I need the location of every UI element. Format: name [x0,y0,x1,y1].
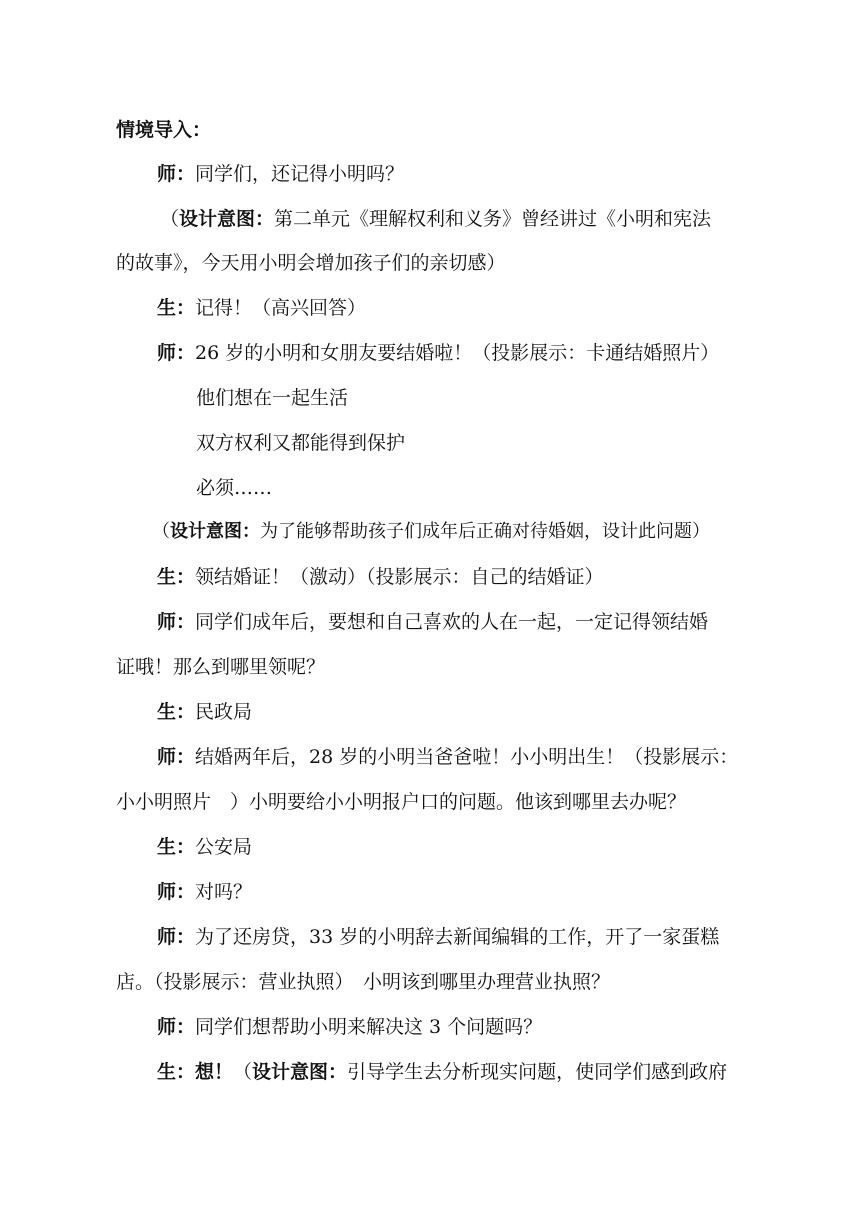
line-text: 26 岁的小明和女朋友要结婚啦！（投影展示：卡通结婚照片） [195,342,720,364]
dialogue-line [0,1013,860,1041]
dialogue-line [0,160,860,188]
speaker-label: 生： [157,1061,196,1083]
speaker-label: 师： [157,1016,196,1038]
indented-line [0,384,860,412]
line-text: 他们想在一起生活 [196,387,349,409]
line-text: 双方权利又都能得到保护 [196,432,406,454]
line-text: 民政局 [195,701,253,723]
speaker-label: 生： [157,701,196,723]
design-intent-line [0,518,860,546]
line-text: 公安局 [195,836,253,858]
line-text: 引导学生去分析现实问题，使同学们感到政府 [347,1061,728,1083]
dialogue-line [0,743,860,771]
dialogue-line [0,878,860,906]
open-paren: （ [160,208,180,230]
line-text: 同学们，还记得小明吗？ [195,163,405,185]
dialogue-line [0,294,860,322]
line-text: 同学们想帮助小明来解决这 3 个问题吗？ [195,1016,543,1038]
open-paren: （ [152,521,170,542]
line-text: 为了还房贷，33 岁的小明辞去新闻编辑的工作，开了一家蛋糕 [195,926,720,948]
answer-text: 想！ [195,1061,234,1083]
line-text: 同学们成年后，要想和自己喜欢的人在一起，一定记得领结婚 [195,611,709,633]
design-intent-line [0,205,860,233]
line-text: 领结婚证！（激动）（投影展示：自己的结婚证） [195,566,604,588]
design-intent-label: 设计意图： [179,208,275,230]
dialogue-line [0,833,860,861]
dialogue-line [0,1058,860,1086]
speaker-label: 师： [157,163,196,185]
section-heading: 情境导入： [116,119,212,141]
dialogue-line [0,923,860,951]
line-text: 第二单元《理解权利和义务》曾经讲过《小明和宪法 [274,208,712,230]
line-text: 结婚两年后，28 岁的小明当爸爸啦！小小明出生！（投影展示： [195,746,739,768]
continuation-line [0,788,860,816]
speaker-label: 生： [157,566,196,588]
speaker-label: 师： [157,926,196,948]
speaker-label: 师： [157,611,196,633]
indented-line [0,429,860,457]
line-text: 店。（投影展示：营业执照） 小明该到哪里办理营业执照？ [116,971,611,993]
speaker-label: 师： [157,342,196,364]
dialogue-line [0,563,860,591]
line-text: 为了能够帮助孩子们成年后正确对待婚姻，设计此问题） [260,521,710,542]
speaker-label: 生： [157,836,196,858]
line-text: 小小明照片 ）小明要给小小明报户口的问题。他该到哪里去办呢？ [116,791,687,813]
dialogue-line [0,608,860,636]
dialogue-line [0,698,860,726]
speaker-label: 生： [157,297,196,319]
line-text: 对吗？ [195,881,253,903]
dialogue-line [0,339,860,367]
line-text: 证哦！那么到哪里领呢？ [116,656,326,678]
continuation-line [0,968,860,996]
design-intent-label: 设计意图： [252,1061,348,1083]
speaker-label: 师： [157,746,196,768]
speaker-label: 师： [157,881,196,903]
line-text: 记得！（高兴回答） [195,297,367,319]
continuation-line [0,249,860,277]
open-paren: （ [233,1061,253,1083]
continuation-line [0,653,860,681]
indented-line [0,474,860,502]
line-text: 的故事》，今天用小明会增加孩子们的亲切感） [116,252,506,274]
line-text: 必须…… [196,477,273,499]
design-intent-label: 设计意图： [170,521,260,542]
